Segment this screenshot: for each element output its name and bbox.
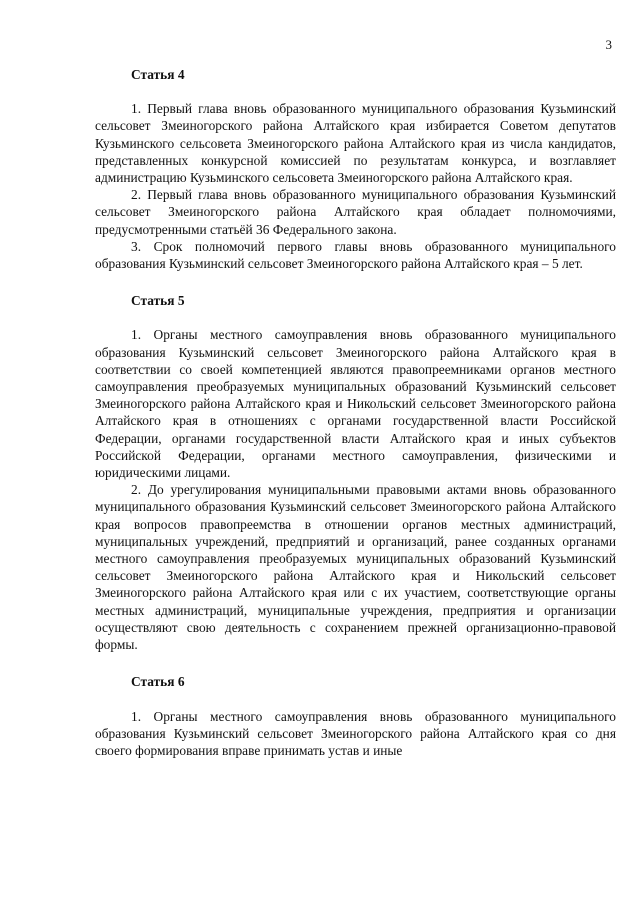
document-body (95, 66, 616, 779)
article-paragraph: 3. Срок полномочий первого главы вновь образованного муниципального образования Кузьминский сельсовет Змеиногорского района Алтайского края – 5 лет. (95, 238, 616, 272)
article-paragraph: 1. Органы местного самоуправления вновь образованного муниципального образования Кузьминский сельсовет Змеиногорского района Алтайского края со дня своего формирования вправе принимать устав и иные (95, 708, 616, 758)
article-4 (95, 66, 616, 272)
article-title: Статья 6 (131, 674, 185, 690)
page-number: 3 (605, 37, 612, 52)
article-paragraph: 2. До урегулирования муниципальными правовыми актами вновь образованного муниципального образования Кузьминский сельсовет Змеиногорского района Алтайского края вопросов правопреемства в отношении органов местных администраций, муниципальных учреждений, предприятий и организаций, ранее созданных органами местного самоуправления преобразуемых муниципальных образований Кузьминский сельсовет Змеиногорского района Алтайского края и Никольский сельсовет Змеиногорского района Алтайского края или с их участием, соответствующие органы местных администраций, муниципальные учреждения, предприятия и организации осуществляют свою деятельность с сохранением прежней организационно-правовой формы. (95, 482, 616, 653)
article-6 (95, 673, 616, 759)
article-paragraph: 1. Первый глава вновь образованного муниципального образования Кузьминский сельсовет Змеиногорского района Алтайского края избирается Советом депутатов Кузьминского сельсовета Змеиногорского района Алтайского края из числа кандидатов, представленных конкурсной комиссией по результатам конкурса, и возглавляет администрацию Кузьминского сельсовета Змеиногорского района Алтайского края. (95, 101, 616, 186)
article-title: Статья 5 (131, 293, 185, 309)
article-paragraph: 1. Органы местного самоуправления вновь образованного муниципального образования Кузьминский сельсовет Змеиногорского района Алтайского края в соответствии со своей компетенцией являются правопреемниками органов местного самоуправления преобразуемых муниципальных образований Кузьминский сельсовет Змеиногорского района Алтайского края и Никольский сельсовет Змеиногорского района Алтайского края в отношениях с органами государственной власти Российской Федерации, органами государственной власти Алтайского края и иных субъектов Российской Федерации, органами местного самоуправления, физическими и юридическими лицами. (95, 327, 616, 481)
article-title: Статья 4 (131, 67, 185, 82)
article-5 (95, 292, 616, 653)
article-paragraph: 2. Первый глава вновь образованного муниципального образования Кузьминский сельсовет Змеиногорского района Алтайского края обладает полномочиями, предусмотренными статьёй 36 Федерального закона. (95, 187, 616, 237)
